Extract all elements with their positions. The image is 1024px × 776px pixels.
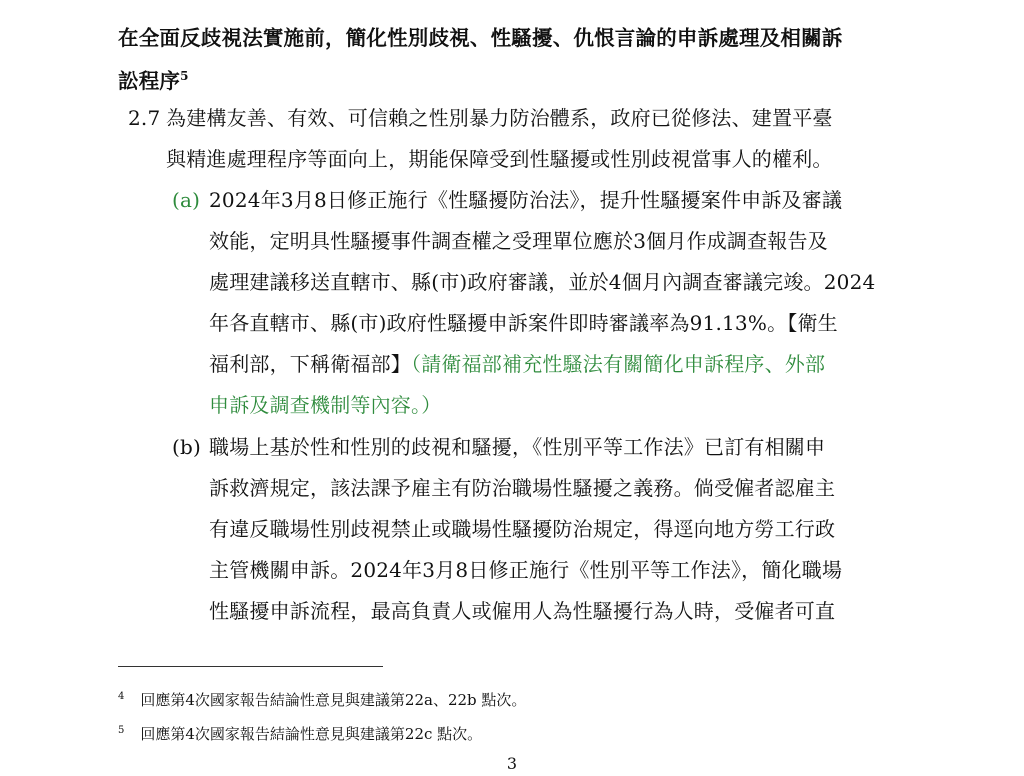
item-a-line-1: 2024年3月8日修正施行《性騷擾防治法》，提升性騷擾案件申訴及審議 bbox=[209, 188, 843, 212]
footnote-5-text: 回應第4次國家報告結論性意見與建議第22c 點次。 bbox=[140, 725, 483, 743]
footnote-5-number: 5 bbox=[118, 725, 125, 736]
paragraph-2-7-line-2: 與精進處理程序等面向上，期能保障受到性騷擾或性別歧視當事人的權利。 bbox=[166, 147, 833, 171]
heading-text: 訟程序 bbox=[118, 69, 181, 93]
item-b-line-4: 主管機關申訴。2024年3月8日修正施行《性別平等工作法》，簡化職場 bbox=[209, 558, 843, 582]
section-heading-line-2 bbox=[118, 62, 189, 95]
paragraph-2-7-line-1: 為建構友善、有效、可信賴之性別暴力防治體系，政府已從修法、建置平臺 bbox=[166, 106, 833, 130]
item-a-label: (a) bbox=[172, 188, 201, 212]
item-a-line-3: 處理建議移送直轄市、縣(市)政府審議，並於4個月內調查審議完竣。2024 bbox=[209, 270, 876, 294]
item-b-line-3: 有違反職場性別歧視禁止或職場性騷擾防治規定，得逕向地方勞工行政 bbox=[209, 517, 836, 541]
footnote-ref: 5 bbox=[180, 69, 189, 83]
footnote-4-text: 回應第4次國家報告結論性意見與建議第22a、22b 點次。 bbox=[140, 691, 527, 709]
item-a-line-5 bbox=[209, 350, 825, 378]
item-b-line-5: 性騷擾申訴流程，最高負責人或僱用人為性騷擾行為人時，受僱者可直 bbox=[209, 599, 836, 623]
footnote-4 bbox=[118, 687, 526, 710]
item-b-line-2: 訴救濟規定，該法課予雇主有防治職場性騷擾之義務。倘受僱者認雇主 bbox=[209, 476, 836, 500]
footnote-divider bbox=[118, 666, 383, 667]
section-heading-line-1: 在全面反歧視法實施前，簡化性別歧視、性騷擾、仇恨言論的申訴處理及相關訴 bbox=[118, 26, 843, 50]
item-b-line-1: 職場上基於性和性別的歧視和騷擾，《性別平等工作法》已訂有相關申 bbox=[209, 435, 826, 459]
item-a-line-2: 效能，定明具性騷擾事件調查權之受理單位應於3個月作成調查報告及 bbox=[209, 229, 828, 253]
item-a-line-5-text: 福利部，下稱衛福部】 bbox=[209, 352, 411, 376]
footnote-5 bbox=[118, 721, 482, 744]
footnote-4-number: 4 bbox=[118, 691, 125, 702]
paragraph-number: 2.7 bbox=[128, 106, 161, 130]
page-number: 3 bbox=[506, 754, 518, 773]
editor-note-continued: 申訴及調查機制等內容。） bbox=[209, 393, 442, 417]
editor-note: （請衛福部補充性騷法有關簡化申訴程序、外部 bbox=[411, 352, 826, 376]
item-a-line-4: 年各直轄市、縣(市)政府性騷擾申訴案件即時審議率為91.13%。【衛生 bbox=[209, 311, 838, 335]
item-b-label: (b) bbox=[172, 435, 202, 459]
